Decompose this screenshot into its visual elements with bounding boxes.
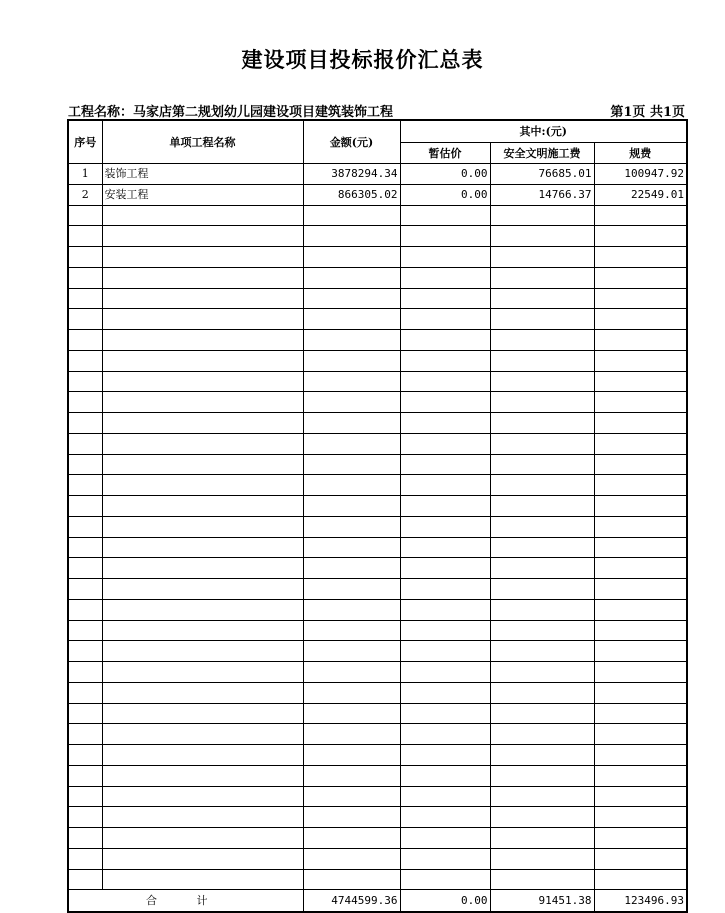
cell-seq: 2 [68,184,102,205]
cell-amount [303,537,400,558]
cell-name [102,869,303,890]
cell-seq: 1 [68,164,102,185]
cell-safety [490,807,594,828]
cell-amount [303,724,400,745]
total-fees: 123496.93 [594,890,687,913]
cell-amount [303,516,400,537]
cell-safety [490,869,594,890]
cell-safety [490,267,594,288]
cell-provisional [400,682,490,703]
cell-fees [594,516,687,537]
empty-row [68,226,687,247]
project-name: 工程名称：马家店第二规划幼儿园建设项目建筑装饰工程 [68,105,394,120]
cell-name: 装饰工程 [102,164,303,185]
cell-safety [490,558,594,579]
cell-provisional [400,599,490,620]
empty-row [68,807,687,828]
cell-safety [490,765,594,786]
cell-amount [303,454,400,475]
cell-seq [68,330,102,351]
cell-provisional [400,558,490,579]
cell-provisional [400,392,490,413]
header-name: 单项工程名称 [102,120,303,164]
empty-row [68,558,687,579]
cell-seq [68,475,102,496]
table-row [68,164,687,185]
cell-amount [303,413,400,434]
cell-provisional [400,579,490,600]
cell-seq [68,454,102,475]
cell-fees [594,703,687,724]
empty-row [68,330,687,351]
cell-seq [68,371,102,392]
empty-row [68,205,687,226]
empty-row [68,475,687,496]
cell-amount [303,786,400,807]
cell-seq [68,703,102,724]
empty-row [68,288,687,309]
cell-name [102,454,303,475]
cell-fees [594,392,687,413]
cell-name [102,745,303,766]
cell-amount [303,392,400,413]
cell-name [102,848,303,869]
empty-row [68,350,687,371]
cell-provisional [400,226,490,247]
header-fees: 规费 [594,143,687,164]
cell-name [102,267,303,288]
cell-provisional [400,330,490,351]
cell-name [102,599,303,620]
cell-amount [303,247,400,268]
cell-seq [68,848,102,869]
cell-name [102,205,303,226]
cell-safety [490,413,594,434]
cell-name [102,703,303,724]
cell-amount [303,288,400,309]
cell-seq [68,682,102,703]
empty-row [68,309,687,330]
cell-seq [68,724,102,745]
cell-name [102,807,303,828]
cell-fees [594,475,687,496]
table-body [68,164,687,913]
cell-name [102,724,303,745]
empty-row [68,641,687,662]
header-seq: 序号 [68,120,102,164]
cell-name [102,330,303,351]
empty-row [68,620,687,641]
cell-safety [490,475,594,496]
cell-fees [594,662,687,683]
cell-provisional [400,703,490,724]
cell-safety [490,848,594,869]
cell-amount [303,475,400,496]
cell-safety [490,371,594,392]
empty-row [68,599,687,620]
cell-fees [594,558,687,579]
cell-name [102,558,303,579]
cell-seq [68,496,102,517]
cell-seq [68,558,102,579]
page-info: 第1页 共1页 [610,105,685,120]
cell-safety [490,745,594,766]
cell-name [102,516,303,537]
total-label: 合 计 [68,890,303,913]
cell-safety [490,288,594,309]
empty-row [68,724,687,745]
cell-amount [303,226,400,247]
cell-fees: 100947.92 [594,164,687,185]
cell-seq [68,205,102,226]
cell-seq [68,765,102,786]
cell-fees [594,288,687,309]
cell-name [102,786,303,807]
cell-fees: 22549.01 [594,184,687,205]
header-safety: 安全文明施工费 [490,143,594,164]
cell-name [102,392,303,413]
cell-seq [68,392,102,413]
cell-seq [68,745,102,766]
cell-seq [68,599,102,620]
cell-provisional [400,413,490,434]
cell-seq [68,807,102,828]
cell-amount [303,807,400,828]
cell-provisional [400,288,490,309]
cell-fees [594,765,687,786]
cell-safety [490,599,594,620]
cell-amount [303,496,400,517]
cell-amount: 3878294.34 [303,164,400,185]
cell-seq [68,869,102,890]
cell-amount [303,703,400,724]
summary-table [67,119,688,913]
cell-safety [490,641,594,662]
cell-provisional [400,371,490,392]
cell-provisional [400,724,490,745]
cell-fees [594,620,687,641]
cell-provisional: 0.00 [400,184,490,205]
cell-seq [68,516,102,537]
cell-amount [303,350,400,371]
cell-fees [594,496,687,517]
cell-amount: 866305.02 [303,184,400,205]
cell-safety [490,350,594,371]
cell-safety [490,537,594,558]
empty-row [68,703,687,724]
cell-provisional [400,454,490,475]
cell-seq [68,433,102,454]
cell-provisional [400,247,490,268]
cell-fees [594,869,687,890]
cell-seq [68,350,102,371]
cell-name [102,496,303,517]
cell-fees [594,579,687,600]
cell-fees [594,350,687,371]
cell-safety [490,516,594,537]
cell-fees [594,309,687,330]
cell-safety [490,496,594,517]
cell-safety [490,226,594,247]
cell-safety [490,392,594,413]
empty-row [68,765,687,786]
cell-provisional: 0.00 [400,164,490,185]
empty-row [68,869,687,890]
cell-safety [490,433,594,454]
cell-amount [303,433,400,454]
cell-name [102,413,303,434]
cell-provisional [400,620,490,641]
empty-row [68,537,687,558]
cell-fees [594,413,687,434]
cell-provisional [400,205,490,226]
cell-provisional [400,848,490,869]
empty-row [68,267,687,288]
cell-fees [594,205,687,226]
cell-name [102,641,303,662]
cell-provisional [400,496,490,517]
cell-provisional [400,475,490,496]
cell-name [102,682,303,703]
cell-safety [490,828,594,849]
cell-amount [303,205,400,226]
cell-provisional [400,537,490,558]
cell-fees [594,786,687,807]
empty-row [68,745,687,766]
cell-provisional [400,641,490,662]
cell-provisional [400,745,490,766]
cell-provisional [400,807,490,828]
cell-fees [594,807,687,828]
total-row [68,890,687,913]
cell-fees [594,454,687,475]
cell-seq [68,828,102,849]
cell-name [102,371,303,392]
cell-name [102,309,303,330]
cell-amount [303,267,400,288]
empty-row [68,828,687,849]
cell-provisional [400,869,490,890]
cell-fees [594,848,687,869]
cell-provisional [400,267,490,288]
cell-name [102,247,303,268]
cell-amount [303,309,400,330]
cell-name [102,662,303,683]
cell-safety [490,724,594,745]
cell-fees [594,599,687,620]
cell-fees [594,267,687,288]
cell-amount [303,869,400,890]
cell-provisional [400,350,490,371]
cell-name [102,765,303,786]
cell-name [102,828,303,849]
cell-seq [68,247,102,268]
cell-amount [303,641,400,662]
cell-seq [68,309,102,330]
cell-seq [68,226,102,247]
empty-row [68,454,687,475]
cell-amount [303,620,400,641]
cell-provisional [400,662,490,683]
cell-seq [68,537,102,558]
cell-fees [594,745,687,766]
cell-safety [490,662,594,683]
cell-provisional [400,765,490,786]
cell-provisional [400,786,490,807]
cell-name [102,350,303,371]
header-provisional: 暂估价 [400,143,490,164]
cell-amount [303,599,400,620]
cell-safety [490,682,594,703]
cell-fees [594,724,687,745]
empty-row [68,413,687,434]
cell-fees [594,226,687,247]
empty-row [68,516,687,537]
cell-safety [490,579,594,600]
cell-seq [68,288,102,309]
cell-provisional [400,309,490,330]
empty-row [68,848,687,869]
cell-amount [303,682,400,703]
cell-seq [68,413,102,434]
empty-row [68,247,687,268]
cell-name [102,475,303,496]
cell-safety [490,247,594,268]
cell-seq [68,620,102,641]
total-safety: 91451.38 [490,890,594,913]
cell-fees [594,682,687,703]
table-row [68,184,687,205]
empty-row [68,579,687,600]
cell-name [102,620,303,641]
empty-row [68,786,687,807]
cell-safety [490,330,594,351]
cell-fees [594,247,687,268]
empty-row [68,371,687,392]
empty-row [68,682,687,703]
cell-provisional [400,516,490,537]
cell-amount [303,579,400,600]
cell-safety [490,309,594,330]
cell-amount [303,828,400,849]
cell-name [102,537,303,558]
empty-row [68,496,687,517]
cell-safety [490,786,594,807]
cell-name [102,433,303,454]
cell-name [102,579,303,600]
cell-seq [68,662,102,683]
cell-name [102,226,303,247]
empty-row [68,433,687,454]
cell-fees [594,641,687,662]
cell-provisional [400,828,490,849]
cell-amount [303,558,400,579]
cell-provisional [400,433,490,454]
cell-amount [303,371,400,392]
cell-name [102,288,303,309]
cell-amount [303,330,400,351]
cell-name: 安装工程 [102,184,303,205]
cell-safety [490,620,594,641]
total-provisional: 0.00 [400,890,490,913]
header-amount: 金额(元) [303,120,400,164]
cell-safety: 76685.01 [490,164,594,185]
cell-seq [68,267,102,288]
cell-amount [303,848,400,869]
cell-amount [303,765,400,786]
cell-safety: 14766.37 [490,184,594,205]
cell-fees [594,433,687,454]
cell-seq [68,641,102,662]
header-among: 其中:(元) [400,120,687,143]
empty-row [68,662,687,683]
cell-fees [594,828,687,849]
total-amount: 4744599.36 [303,890,400,913]
cell-seq [68,579,102,600]
cell-seq [68,786,102,807]
empty-row [68,392,687,413]
cell-amount [303,745,400,766]
cell-safety [490,454,594,475]
cell-fees [594,537,687,558]
cell-safety [490,205,594,226]
cell-fees [594,371,687,392]
cell-amount [303,662,400,683]
cell-fees [594,330,687,351]
page-title: 建设项目投标报价汇总表 [241,47,484,72]
cell-safety [490,703,594,724]
